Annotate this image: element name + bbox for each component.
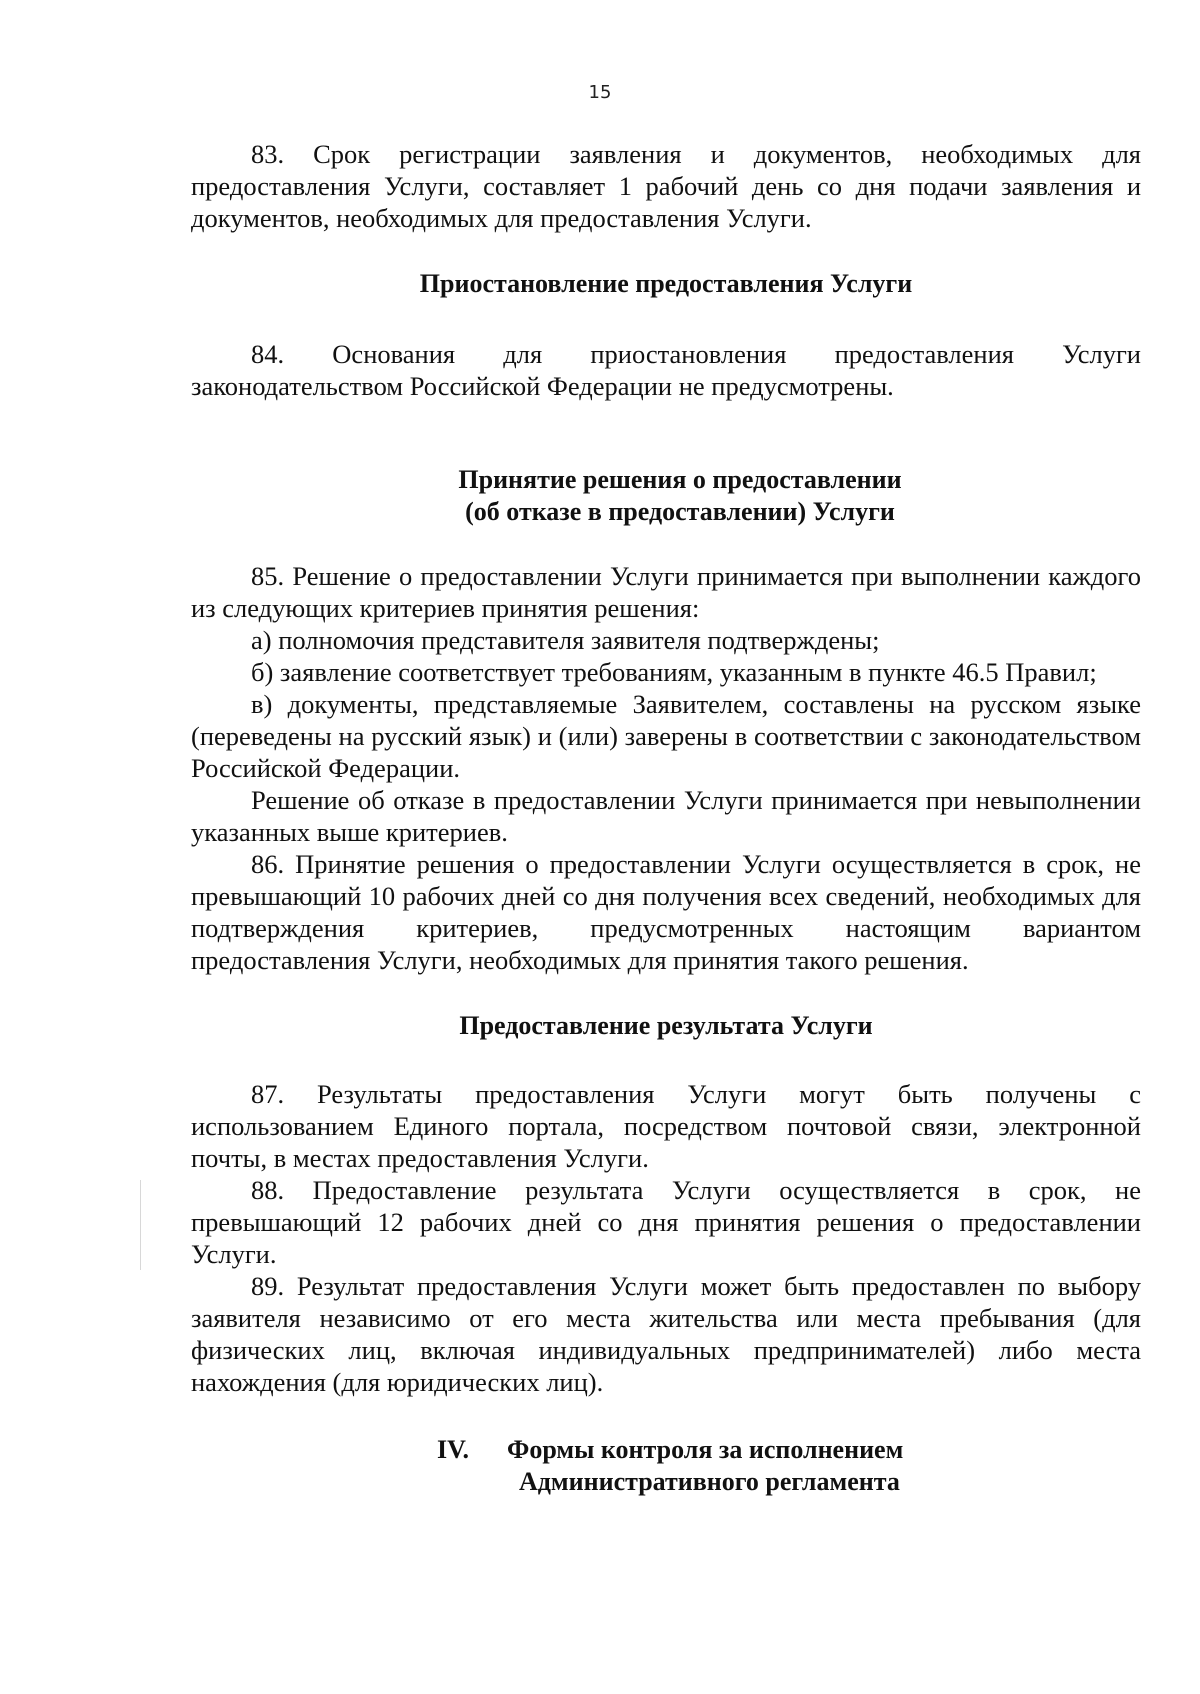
- paragraph-85-b: б) заявление соответствует требованиям, указанным в пункте 46.5 Правил;: [251, 657, 1097, 687]
- paragraph-84: 84. Основания для приостановления предоставления Услуги законодательством Российской Федерации не предусмотрены.: [191, 339, 1141, 401]
- section-iv-title-line-2: Административного регламента: [519, 1467, 900, 1496]
- heading-decision-line-1: Принятие решения о предоставлении: [458, 465, 902, 494]
- document-body: [191, 138, 1141, 1496]
- heading-result: Предоставление результата Услуги: [459, 1011, 873, 1040]
- paragraph-89: 89. Результат предоставления Услуги может быть предоставлен по выбору заявителя независимо от его места жительства или места пребывания (для физических лиц, включая индивидуальных предпринимателей) либо места нахождения (для юридических лиц).: [191, 1271, 1141, 1397]
- section-iv-title-line-1: Формы контроля за исполнением: [507, 1435, 904, 1464]
- scan-artifact-line: [140, 1180, 141, 1270]
- paragraph-88: 88. Предоставление результата Услуги осуществляется в срок, не превышающий 12 рабочих дней со дня принятия решения о предоставлении Услуги.: [191, 1175, 1141, 1269]
- page-number: 15: [588, 82, 612, 103]
- section-iv-number: IV.: [437, 1435, 470, 1464]
- paragraph-85-refusal: Решение об отказе в предоставлении Услуги принимается при невыполнении указанных выше критериев.: [191, 785, 1141, 847]
- paragraph-87: 87. Результаты предоставления Услуги могут быть получены с использованием Единого портала, посредством почтовой связи, электронной почты, в местах предоставления Услуги.: [191, 1079, 1141, 1173]
- paragraph-85-c: в) документы, представляемые Заявителем, составлены на русском языке (переведены на русский язык) и (или) заверены в соответствии с законодательством Российской Федерации.: [191, 689, 1141, 783]
- heading-decision-line-2: (об отказе в предоставлении) Услуги: [465, 497, 895, 526]
- paragraph-85-a: а) полномочия представителя заявителя подтверждены;: [251, 625, 880, 655]
- paragraph-86: 86. Принятие решения о предоставлении Услуги осуществляется в срок, не превышающий 10 рабочих дней со дня получения всех сведений, необходимых для подтверждения критериев, предусмотренных настоящим вариантом предоставления Услуги, необходимых для принятия такого решения.: [191, 849, 1141, 975]
- heading-suspension: Приостановление предоставления Услуги: [419, 269, 913, 298]
- paragraph-85: 85. Решение о предоставлении Услуги принимается при выполнении каждого из следующих критериев принятия решения:: [191, 561, 1141, 623]
- paragraph-83: 83. Срок регистрации заявления и документов, необходимых для предоставления Услуги, составляет 1 рабочий день со дня подачи заявления и документов, необходимых для предоставления Услуги.: [191, 139, 1141, 233]
